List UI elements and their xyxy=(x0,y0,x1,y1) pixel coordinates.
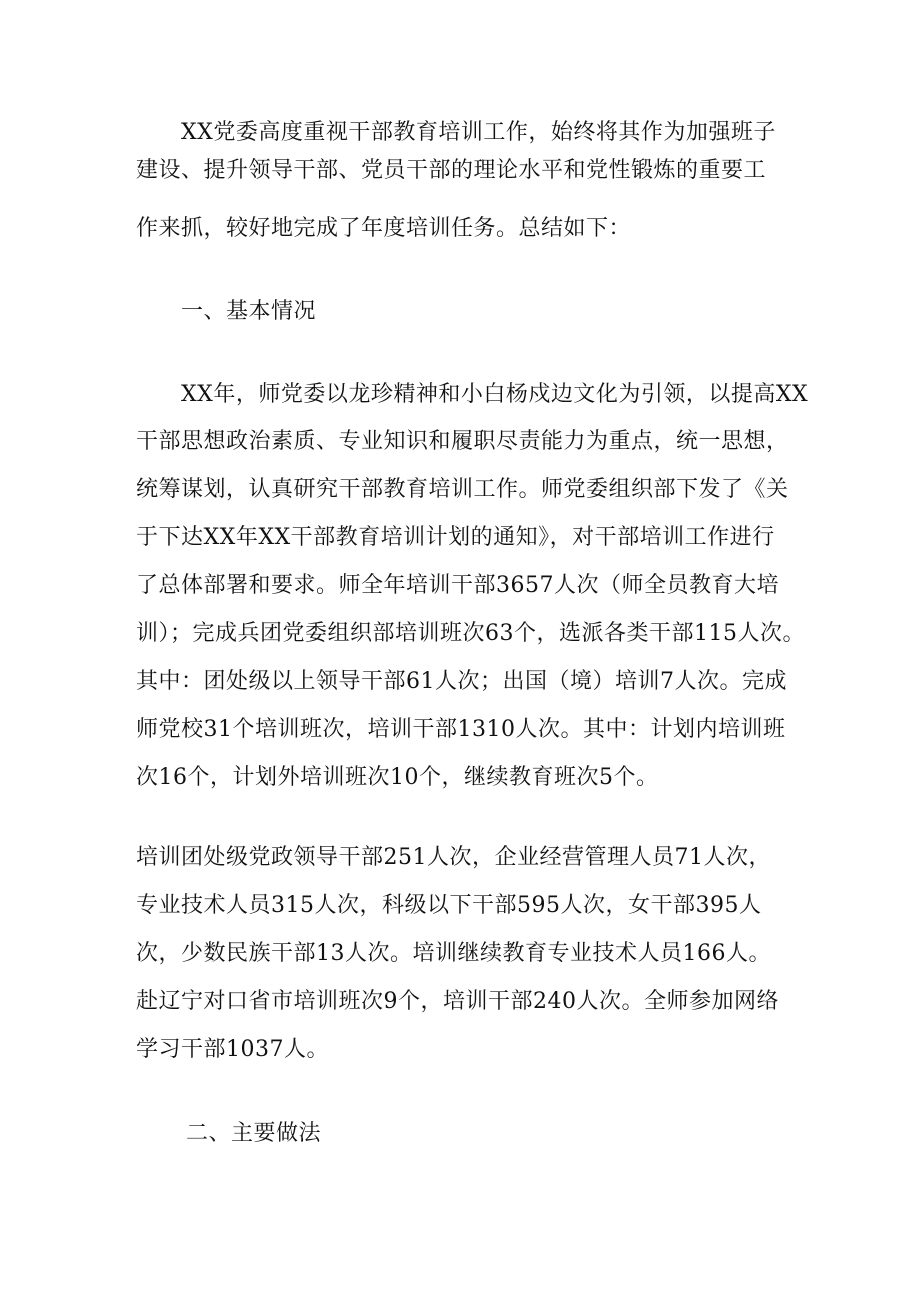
text-line: 师党校31个培训班次，培训干部1310人次。其中：计划内培训班 xyxy=(136,717,786,742)
text-line: 专业技术人员315人次，科级以下干部595人次，女干部395人 xyxy=(136,893,762,918)
text-line: 训）；完成兵团党委组织部培训班次63个，选派各类干部115人次。 xyxy=(136,621,805,646)
text-line: XX党委高度重视干部教育培训工作，始终将其作为加强班子 xyxy=(181,120,776,145)
text-line: 干部思想政治素质、专业知识和履职尽责能力为重点，统一思想， xyxy=(136,429,789,454)
text-line: 次16个，计划外培训班次10个，继续教育班次5个。 xyxy=(136,765,659,790)
section-heading-main-practices: 二、主要做法 xyxy=(186,1121,322,1146)
section-heading-basic-situation: 一、基本情况 xyxy=(181,299,317,324)
text-line: 次，少数民族干部13人次。培训继续教育专业技术人员166人。 xyxy=(136,941,771,966)
text-line: 其中：团处级以上领导干部61人次；出国（境）培训7人次。完成 xyxy=(136,669,787,694)
text-line: 赴辽宁对口省市培训班次9个，培训干部240人次。全师参加网络 xyxy=(136,989,779,1014)
text-line: 于下达XX年XX干部教育培训计划的通知》，对干部培训工作进行 xyxy=(136,525,775,550)
text-line: 培训团处级党政领导干部251人次，企业经营管理人员71人次， xyxy=(136,845,771,870)
text-line: XX年，师党委以龙珍精神和小白杨戍边文化为引领，以提高XX xyxy=(181,382,809,407)
text-line: 了总体部署和要求。师全年培训干部3657人次（师全员教育大培 xyxy=(136,573,779,598)
text-line: 统筹谋划，认真研究干部教育培训工作。师党委组织部下发了《关 xyxy=(136,477,789,502)
text-line: 作来抓，较好地完成了年度培训任务。总结如下： xyxy=(136,216,632,241)
text-line: 建设、提升领导干部、党员干部的理论水平和党性锻炼的重要工 xyxy=(136,158,767,183)
text-line: 学习干部1037人。 xyxy=(136,1037,329,1062)
